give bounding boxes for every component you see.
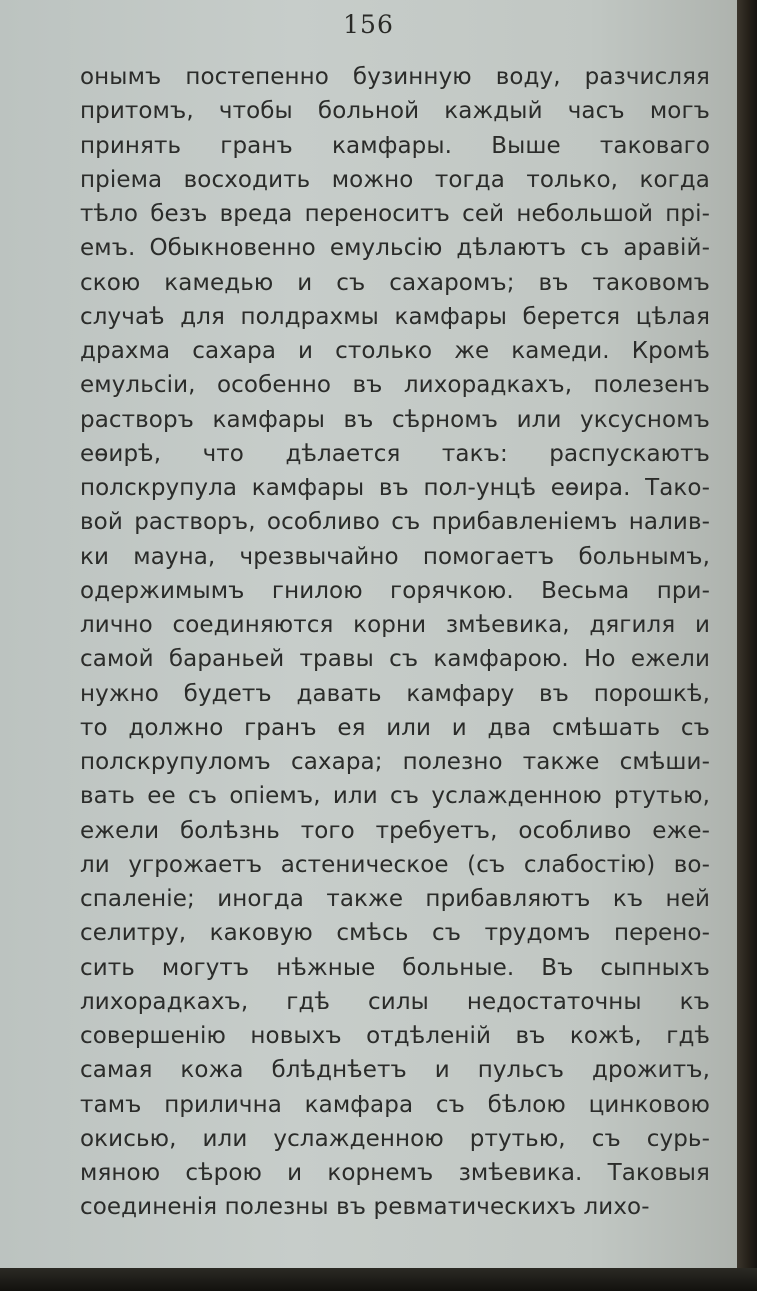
text-line: сить могутъ нѣжные больные. Въ сыпныхъ: [80, 954, 710, 981]
text-line: случаѣ для полдрахмы камфары берется цѣлая: [80, 303, 710, 330]
text-line: самой бараньей травы съ камфарою. Но ежели: [80, 646, 710, 673]
text-line: спаленіе; иногда также прибавляютъ къ ней: [80, 886, 710, 912]
text-line: ли угрожаетъ астеническое (съ слабостію) во-: [80, 851, 710, 878]
text-line: тѣло безъ вреда переноситъ сей небольшой прі-: [80, 201, 710, 227]
text-line: полскрупуломъ сахара; полезно также смѣши-: [80, 749, 710, 775]
text-line: еѳирѣ, что дѣлается такъ: распускаютъ: [80, 440, 710, 467]
text-line: окисью, или услажденною ртутью, съ сурь-: [80, 1125, 710, 1152]
text-line: пріема восходить можно тогда только, когда: [80, 166, 710, 193]
text-line: ежели болѣзнь того требуетъ, особливо еже-: [80, 817, 710, 844]
text-line: скою камедью и съ сахаромъ; въ таковомъ: [80, 269, 710, 296]
text-line: самая кожа блѣднѣетъ и пульсъ дрожитъ,: [80, 1057, 710, 1084]
text-line: совершенію новыхъ отдѣленій въ кожѣ, гдѣ: [80, 1023, 710, 1049]
text-body: [80, 60, 710, 1225]
book-bottom-edge: [0, 1268, 757, 1291]
book-spine-edge: [737, 0, 757, 1291]
text-line: лично соединяются корни змѣевика, дягиля и: [80, 612, 710, 638]
text-line: растворъ камфары въ сѣрномъ или уксусномъ: [80, 406, 710, 433]
text-line: онымъ постепенно бузинную воду, разчисляя: [80, 64, 710, 90]
text-line: емульсіи, особенно въ лихорадкахъ, полезенъ: [80, 372, 710, 399]
text-line: лихорадкахъ, гдѣ силы недостаточны къ: [80, 988, 710, 1015]
text-line: соединенія полезны въ ревматическихъ лихо-: [80, 1194, 650, 1221]
text-line: вать ее съ опіемъ, или съ услажденною ртутью,: [80, 783, 710, 810]
text-line: драхма сахара и столько же камеди. Кромѣ: [80, 338, 710, 364]
page-number: 156: [343, 10, 394, 39]
text-line: притомъ, чтобы больной каждый часъ могъ: [80, 98, 710, 125]
text-line: вой растворъ, особливо съ прибавленіемъ налив-: [80, 509, 710, 536]
text-line: то должно гранъ ея или и два смѣшать съ: [80, 714, 710, 741]
text-line: полскрупула камфары въ пол-унцѣ еѳира. Тако-: [80, 475, 710, 501]
text-line: принять гранъ камфары. Выше таковаго: [80, 132, 710, 159]
text-line: тамъ прилична камфара съ бѣлою цинковою: [80, 1091, 710, 1118]
text-line: ки мауна, чрезвычайно помогаетъ больнымъ,: [80, 543, 710, 570]
text-line: одержимымъ гнилою горячкою. Весьма при-: [80, 577, 710, 604]
text-line: селитру, каковую смѣсь съ трудомъ перено-: [80, 920, 710, 947]
text-line: мяною сѣрою и корнемъ змѣевика. Таковыя: [80, 1160, 710, 1186]
text-line: емъ. Обыкновенно емульсію дѣлаютъ съ аравій-: [80, 235, 710, 262]
text-line: нужно будетъ давать камфару въ порошкѣ,: [80, 680, 710, 707]
